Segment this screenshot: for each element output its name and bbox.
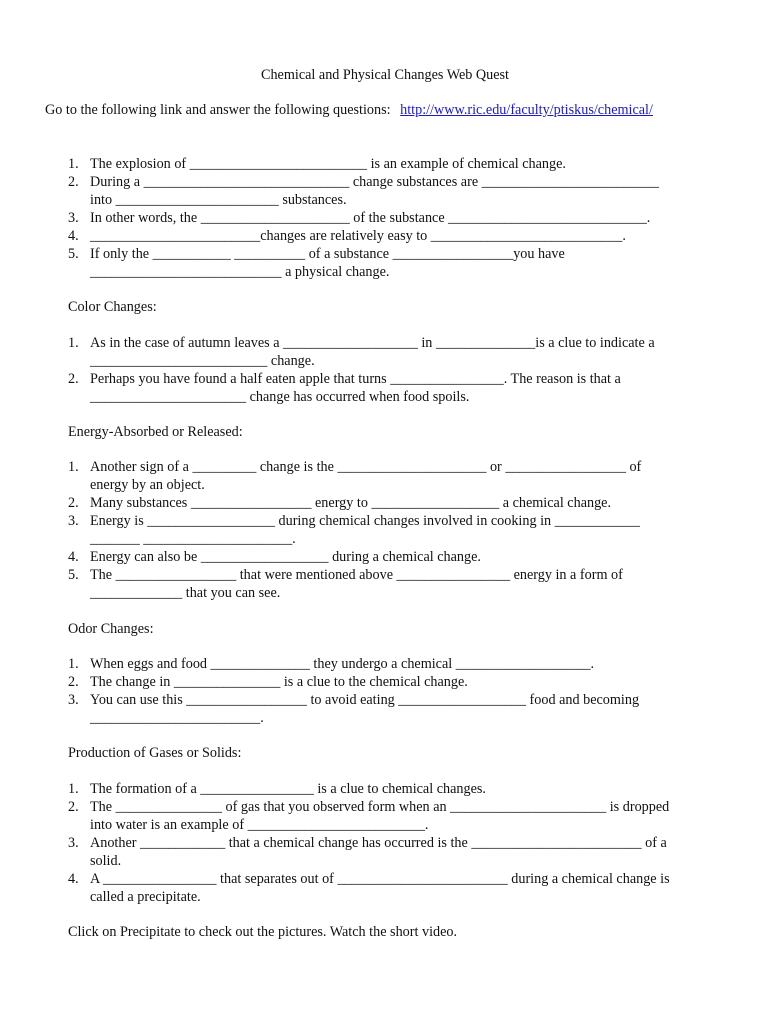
question-text-line: _______ _____________________. <box>90 531 296 547</box>
question-number: 3. <box>68 835 79 851</box>
question-text-line: into water is an example of _________________________. <box>90 817 429 833</box>
question-item <box>68 548 718 566</box>
question-text-line: Energy can also be __________________ during a chemical change. <box>90 549 481 565</box>
question-text-line: The _______________ of gas that you observed form when an ______________________ is dropped <box>90 799 670 815</box>
question-text-line: If only the ___________ __________ of a substance _________________you have <box>90 246 565 262</box>
heading-energy: Energy-Absorbed or Released: <box>68 424 243 440</box>
question-text-line: The change in _______________ is a clue to the chemical change. <box>90 674 468 690</box>
question-text-line: solid. <box>90 853 122 869</box>
question-item <box>68 370 718 406</box>
heading-odor-changes: Odor Changes: <box>68 621 154 637</box>
question-text-line: Another ____________ that a chemical change has occurred is the ________________________ of a <box>90 835 667 851</box>
question-item <box>68 245 718 281</box>
heading-color-changes: Color Changes: <box>68 299 157 315</box>
question-number: 2. <box>68 174 79 190</box>
question-item <box>68 798 718 834</box>
question-text-line: You can use this _________________ to avoid eating __________________ food and becoming <box>90 692 640 708</box>
question-text-line: In other words, the _____________________ of the substance ____________________________. <box>90 210 651 226</box>
question-item <box>68 566 718 602</box>
question-text-line: When eggs and food ______________ they undergo a chemical ___________________. <box>90 656 595 672</box>
question-number: 1. <box>68 335 79 351</box>
question-text-line: into _______________________ substances. <box>90 192 347 208</box>
page-title: Chemical and Physical Changes Web Quest <box>260 67 509 83</box>
question-text-line: Energy is __________________ during chemical changes involved in cooking in ____________ <box>90 513 640 529</box>
question-item <box>68 155 718 173</box>
question-number: 4. <box>68 871 79 887</box>
question-number: 2. <box>68 674 79 690</box>
question-text-line: Many substances _________________ energy to __________________ a chemical change. <box>90 495 612 511</box>
question-number: 1. <box>68 781 79 797</box>
question-number: 3. <box>68 513 79 529</box>
question-item <box>68 173 718 209</box>
question-number: 3. <box>68 210 79 226</box>
question-number: 3. <box>68 692 79 708</box>
question-number: 1. <box>68 656 79 672</box>
question-text-line: The explosion of _________________________ is an example of chemical change. <box>90 156 566 172</box>
question-text-line: During a _____________________________ change substances are _________________________ <box>90 174 660 190</box>
question-text-line: ________________________. <box>90 710 264 726</box>
question-list-gases <box>68 780 718 906</box>
question-item <box>68 334 718 370</box>
question-text-line: The formation of a ________________ is a clue to chemical changes. <box>90 781 486 797</box>
question-text-line: The _________________ that were mentioned above ________________ energy in a form of <box>90 567 623 583</box>
question-text-line: Another sign of a _________ change is the _____________________ or _________________ of <box>90 459 642 475</box>
footer-instruction: Click on Precipitate to check out the pictures. Watch the short video. <box>68 924 458 940</box>
question-list-odor <box>68 655 718 727</box>
question-text-line: Perhaps you have found a half eaten apple that turns ________________. The reason is that a <box>90 371 621 387</box>
question-number: 2. <box>68 495 79 511</box>
question-list-intro <box>68 155 718 281</box>
question-number: 1. <box>68 156 79 172</box>
question-item <box>68 780 718 798</box>
intro-text: Go to the following link and answer the following questions: <box>45 102 391 118</box>
question-item <box>68 673 718 691</box>
question-item <box>68 458 718 494</box>
question-number: 2. <box>68 799 79 815</box>
question-list-color <box>68 334 718 406</box>
question-text-line: ___________________________ a physical change. <box>90 264 390 280</box>
question-text-line: As in the case of autumn leaves a ___________________ in ______________is a clue to indicate a <box>90 335 655 351</box>
question-item <box>68 870 718 906</box>
intro-line <box>45 101 653 119</box>
question-item <box>68 691 718 727</box>
question-item <box>68 227 718 245</box>
web-quest-link[interactable]: http://www.ric.edu/faculty/ptiskus/chemical/ <box>400 102 653 118</box>
question-text-line: _________________________ change. <box>90 353 315 369</box>
question-number: 1. <box>68 459 79 475</box>
question-item <box>68 655 718 673</box>
heading-gases-solids: Production of Gases or Solids: <box>68 745 242 761</box>
question-number: 5. <box>68 567 79 583</box>
question-text-line: A ________________ that separates out of ________________________ during a chemical change is <box>90 871 670 887</box>
question-number: 4. <box>68 228 79 244</box>
question-text-line: ______________________ change has occurred when food spoils. <box>90 389 470 405</box>
question-number: 2. <box>68 371 79 387</box>
question-item <box>68 512 718 548</box>
question-text-line: energy by an object. <box>90 477 205 493</box>
question-item <box>68 834 718 870</box>
question-text-line: called a precipitate. <box>90 889 201 905</box>
question-number: 5. <box>68 246 79 262</box>
question-number: 4. <box>68 549 79 565</box>
question-item <box>68 209 718 227</box>
question-text-line: _____________ that you can see. <box>90 585 281 601</box>
question-item <box>68 494 718 512</box>
question-text-line: ________________________changes are relatively easy to ___________________________. <box>90 228 626 244</box>
question-list-energy <box>68 458 718 602</box>
